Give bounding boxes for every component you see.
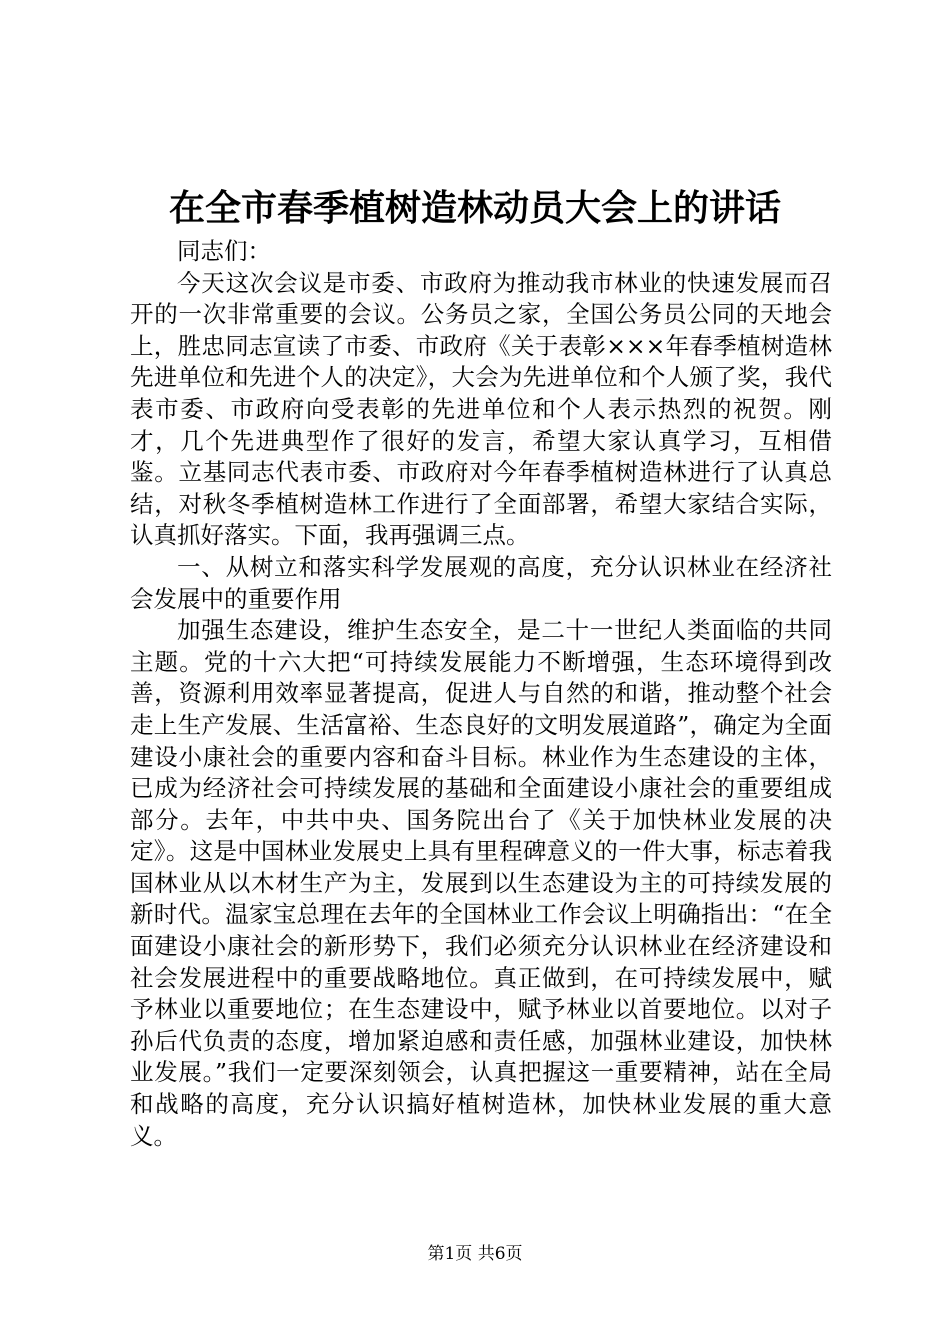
greeting-line: 同志们： bbox=[177, 237, 271, 265]
document-title: 在全市春季植树造林动员大会上的讲话 bbox=[168, 187, 781, 229]
page-number-footer: 第1页 共6页 bbox=[427, 1244, 523, 1264]
document-body bbox=[130, 236, 832, 1152]
paragraph-intro: 今天这次会议是市委、市政府为推动我市林业的快速发展而召开的一次非常重要的会议。公务员之家，全国公务员公同的天地会上，胜忠同志宣读了市委、市政府《关于表彰×××年春季植树造林先进单位和先进个人的决定》，大会为先进单位和个人颁了奖，我代表市委、市政府向受表彰的先进单位和个人表示热烈的祝贺。刚才，几个先进典型作了很好的发言，希望大家认真学习，互相借鉴。立基同志代表市委、市政府对今年春季植树造林进行了认真总结，对秋冬季植树造林工作进行了全面部署，希望大家结合实际，认真抓好落实。下面，我再强调三点。 bbox=[130, 268, 832, 550]
paragraph-ecology: 加强生态建设，维护生态安全，是二十一世纪人类面临的共同主题。党的十六大把“可持续发展能力不断增强，生态环境得到改善，资源利用效率显著提高，促进人与自然的和谐，推动整个社会走上生产发展、生活富裕、生态良好的文明发展道路”，确定为全面建设小康社会的重要内容和奋斗目标。林业作为生态建设的主体，已成为经济社会可持续发展的基础和全面建设小康社会的重要组成部分。去年，中共中央、国务院出台了《关于加快林业发展的决定》。这是中国林业发展史上具有里程碑意义的一件大事，标志着我国林业从以木材生产为主，发展到以生态建设为主的可持续发展的新时代。温家宝总理在去年的全国林业工作会议上明确指出：“在全面建设小康社会的新形势下，我们必须充分认识林业在经济建设和社会发展进程中的重要战略地位。真正做到，在可持续发展中，赋予林业以重要地位；在生态建设中，赋予林业以首要地位。以对子孙后代负责的态度，增加紧迫感和责任感，加强林业建设，加快林业发展。”我们一定要深刻领会，认真把握这一重要精神，站在全局和战略的高度，充分认识搞好植树造林，加快林业发展的重大意义。 bbox=[130, 616, 832, 1150]
section-heading-1: 一、从树立和落实科学发展观的高度，充分认识林业在经济社会发展中的重要作用 bbox=[130, 552, 832, 613]
